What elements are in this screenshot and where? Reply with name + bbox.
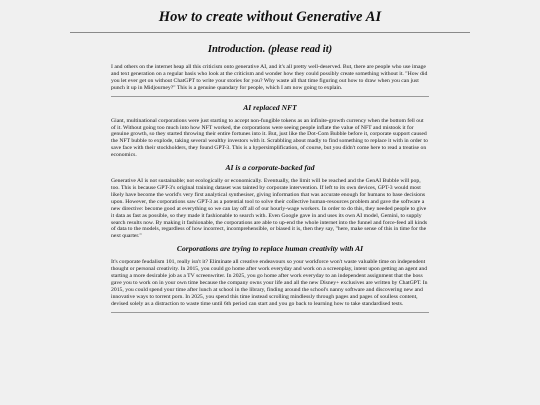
article-content	[111, 38, 429, 319]
section-divider	[111, 312, 429, 313]
section-paragraph-replace-creativity: It's corporate feudalism 101, really isn't it? Eliminate all creative endeavours so your workforce won't waste valuable time on independent thought or personal creativity. In 2015, you could go home after work everyday and work on a screenplay, intent upon getting an agent and starting a more desirable job as a TV screenwriter. In 2025, you go home after work everyday to an independent assignment that the boss gave you to work on in your own time because the company owns your life and all the new Disney+ exclusives are written by ChatGPT. In 2015, you could spend your time after lunch at school in the library, finding around the school's nanny software and discovering new and innovative ways to torrent porn. In 2025, you spend this time instead scrolling mindlessly through pages and pages of soulless content, devised solely as a distraction to waste time until 6th period can start and you go back to learning how to take standardised tests.	[111, 259, 428, 307]
intro-heading: Introduction. (please read it)	[207, 44, 333, 55]
section-divider	[111, 96, 429, 97]
section-paragraph-ai-replaced-nft: Giant, multinational corporations were just starting to accept non-fungible tokens as an infinite-growth currency when the bottom fell out of it. Without going too much into how NFT worked, the corporations were seeing people inflate the value of NFT and mistook it for genuine growth, so they started throwing their entire fortunes into it. But, just like the Dot-Com Bubble before it, corporate support caused the NFT bubble to explode, taking several wealthy investors with it. Scrabbling about madly to find something to replace it with in order to save face with their stockholders, they found GPT-3. This is a hypersimplification, of course, but you didn't come here to read a treatise on economics.	[111, 117, 428, 159]
section-paragraph-corporate-fad: Generative AI is not sustainable; not ecologically or economically. Eventually, the limit will be reached and the GenAI Bubble will pop, too. This is because GPT-3's original training dataset was tainted by corporate intervention. If left to its own devices, GPT-3 would most likely have become the world's very first analytical synthesiser, giving information that was accurate enough for humans to base decisions upon. However, the corporations saw GPT-3 as a potential tool to solve their collective human-resources problem and gave the software a new directive: become good at everything so we can lay off all of our hourly-wage workers. In order to do this, they needed people to give it data as fast as possible, so they made it fashionable to search with. Even Google gave in and uses its own AI model, Gemini, to supply search results now. By making it fashionable, the corporations are able to up-end the whole internet into the funnel and force-feed all kinds of data to the models, regardless of how incorrect, incomprehensible, or biased it is, then they say, "here, make sense of this in time for the next quarter."	[111, 178, 428, 240]
section-heading-replace-creativity: Corporations are trying to replace human creativity with AI	[176, 244, 364, 254]
page-title: How to create without Generative AI	[158, 9, 382, 25]
title-divider	[70, 32, 470, 33]
section-heading-ai-replaced-nft: AI replaced NFT	[243, 102, 297, 112]
section-heading-corporate-fad: AI is a corporate-backed fad	[225, 163, 315, 173]
intro-paragraph: I and others on the internet heap all this criticism onto generative AI, and it's all pretty well-deserved. But, there are people who use image and text generation on a regular basis who look at the criticism and wonder how they could possibly create something without it. "How did you let ever get on without ChatGPT to write your stories for you? Why waste all that time figuring out how to draw when you can just punch it up in Midjourney?" This is a genuine quandary for people, which I am now going to explain.	[111, 64, 428, 91]
